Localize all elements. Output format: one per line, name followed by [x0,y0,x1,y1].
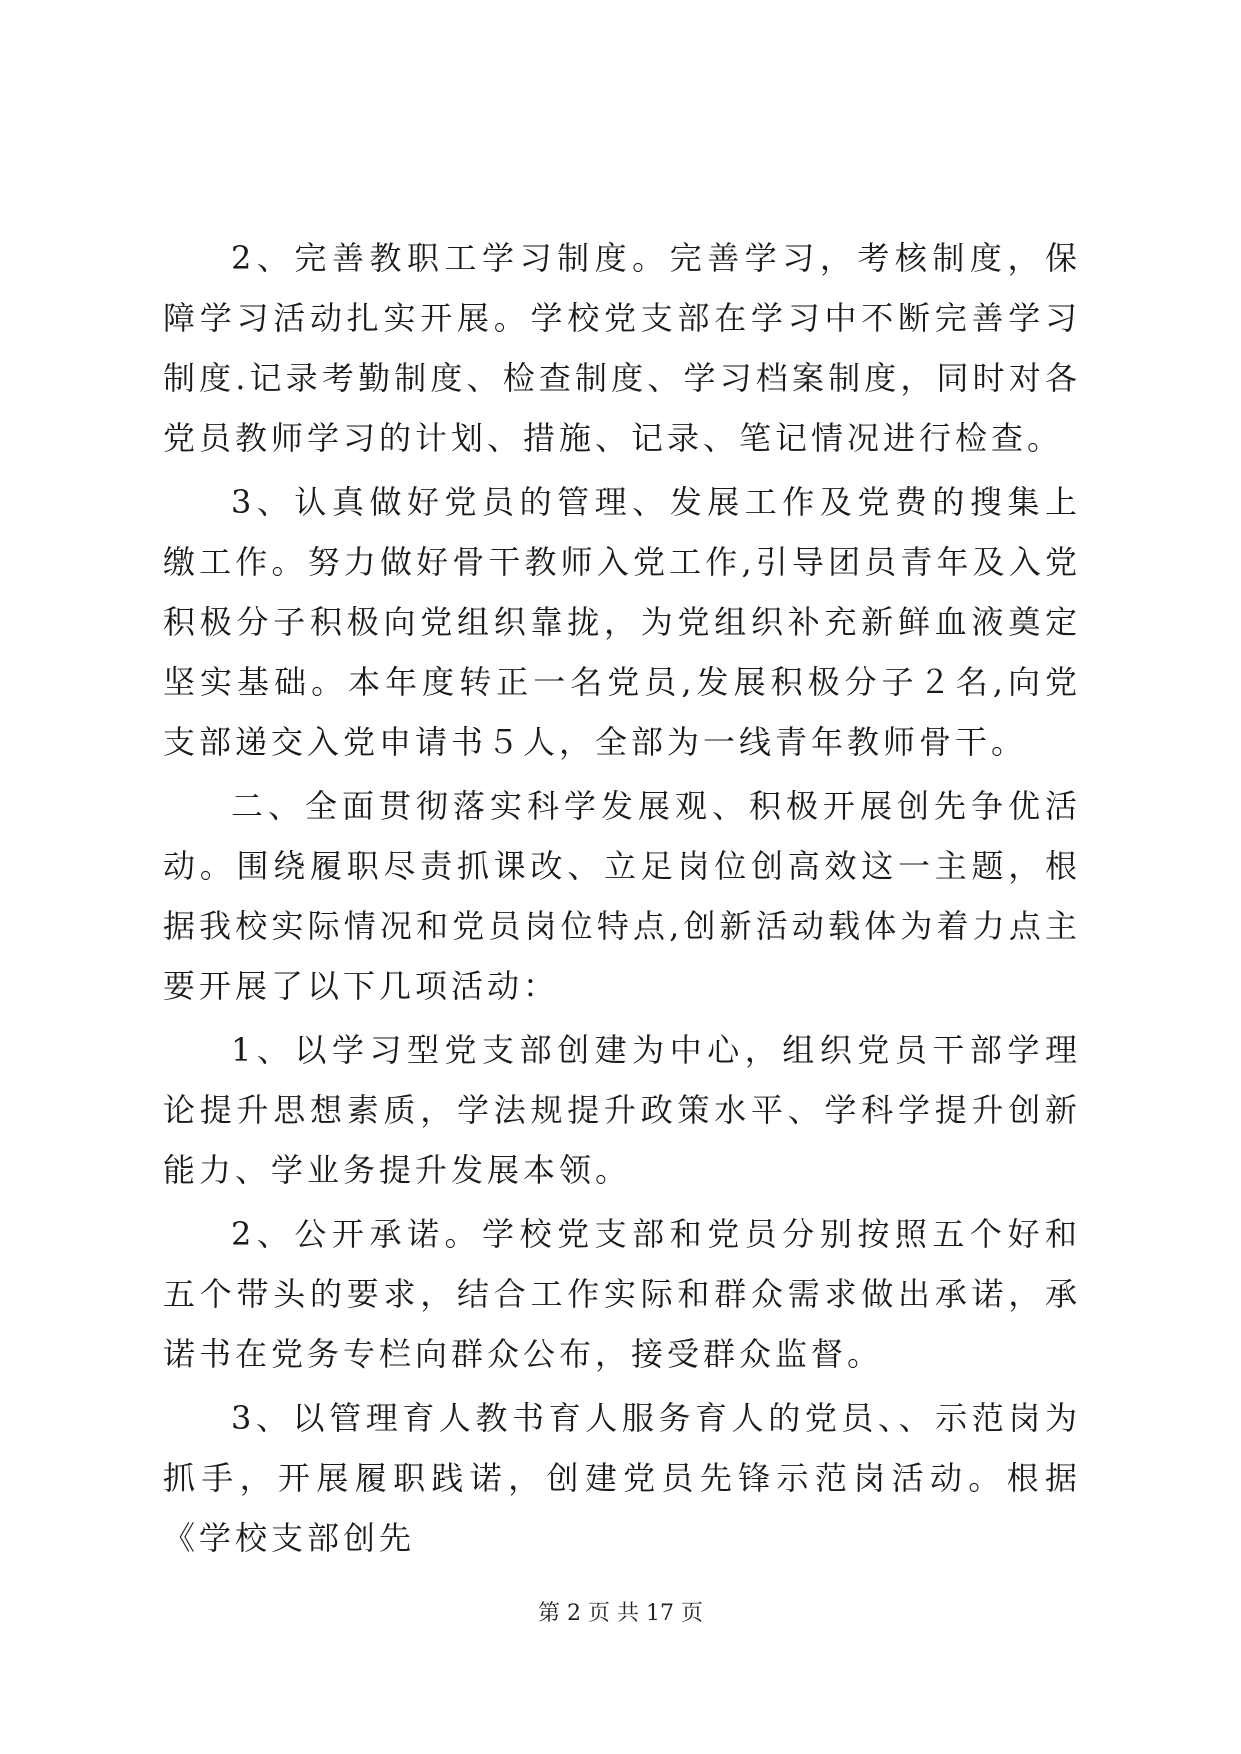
paragraph-3: 二、全面贯彻落实科学发展观、积极开展创先争优活动。围绕履职尽责抓课改、立足岗位创高效这一主题，根据我校实际情况和党员岗位特点,创新活动载体为着力点主要开展了以下几项活动： [163,787,1081,1005]
paragraph-4: 1、以学习型党支部创建为中心，组织党员干部学理论提升思想素质，学法规提升政策水平、学科学提升创新能力、学业务提升发展本领。 [163,1031,1081,1189]
page-number-footer: 第 2 页 共 17 页 [538,1601,703,1626]
paragraph-2: 3、认真做好党员的管理、发展工作及党费的搜集上缴工作。努力做好骨干教师入党工作,引导团员青年及入党积极分子积极向党组织靠拢，为党组织补充新鲜血液奠定坚实基础。本年度转正一名党员,发展积极分子２名,向党支部递交入党申请书５人，全部为一线青年教师骨干。 [163,483,1081,761]
paragraph-5: 2、公开承诺。学校党支部和党员分别按照五个好和五个带头的要求，结合工作实际和群众需求做出承诺，承诺书在党务专栏向群众公布，接受群众监督。 [163,1215,1081,1373]
paragraph-6: 3、以管理育人教书育人服务育人的党员、、示范岗为抓手，开展履职践诺，创建党员先锋示范岗活动。根据《学校支部创先 [163,1399,1081,1557]
document-body [163,228,1081,1572]
paragraph-1: 2、完善教职工学习制度。完善学习，考核制度，保障学习活动扎实开展。学校党支部在学习中不断完善学习制度.记录考勤制度、检查制度、学习档案制度，同时对各党员教师学习的计划、措施、记录、笔记情况进行检查。 [163,239,1081,457]
